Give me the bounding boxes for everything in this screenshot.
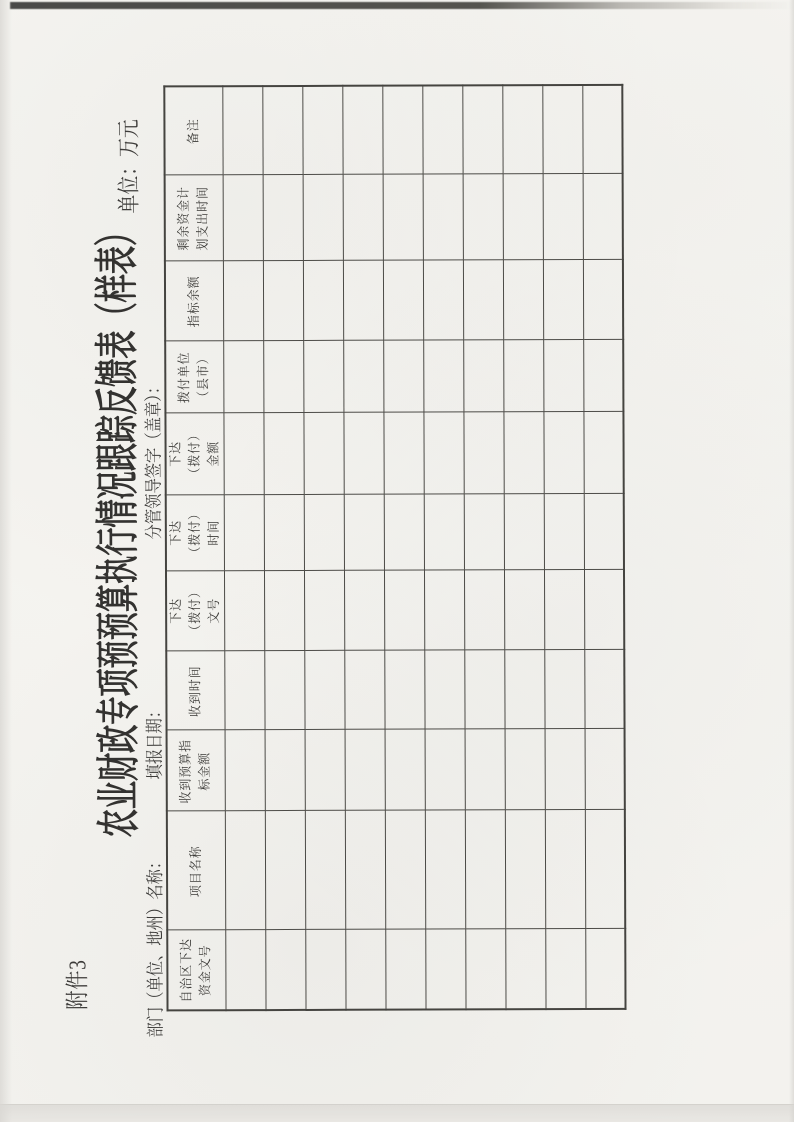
table-cell [383, 261, 423, 341]
table-row [302, 86, 345, 1010]
table-cell [265, 930, 305, 1010]
table-cell [263, 175, 303, 261]
table-cell [263, 413, 303, 495]
table-cell [344, 651, 384, 730]
table-row [462, 85, 505, 1009]
table-cell [384, 495, 424, 571]
table-cell [582, 85, 622, 174]
unit-label-text: 单位：万元 [116, 119, 142, 214]
table-row [382, 86, 425, 1010]
table-row [502, 85, 545, 1009]
scanner-edge-right [789, 0, 794, 1122]
table-cell [542, 85, 582, 174]
table-header-cell: 下达（拨付） 金额 [165, 413, 223, 495]
table-cell [384, 651, 424, 730]
page-title-text: 农业财政专项预预算执行情况跟踪反馈表（样表） [91, 217, 145, 838]
table-cell [304, 495, 344, 571]
table-cell [382, 86, 422, 175]
table-cell [504, 650, 544, 729]
table-cell [222, 86, 262, 175]
table-cell [505, 929, 545, 1009]
table-cell [385, 930, 425, 1010]
table-cell [424, 494, 464, 570]
table-cell [425, 810, 465, 929]
table-row [262, 86, 305, 1010]
table-cell [463, 260, 503, 340]
table-cell [225, 930, 265, 1010]
table-header-cell: 自治区下达 资金文号 [167, 930, 225, 1010]
table-cell [303, 175, 343, 261]
table-row [582, 85, 625, 1009]
table-cell [383, 175, 423, 261]
table-cell [345, 730, 385, 811]
table-cell [223, 175, 263, 261]
table-cell [503, 340, 543, 412]
table-cell [503, 260, 543, 340]
table-cell [465, 729, 505, 810]
table-cell [583, 174, 623, 260]
table-cell [342, 86, 382, 175]
table-cell [544, 494, 584, 570]
unit-label [110, 99, 143, 214]
table-cell [583, 340, 623, 412]
table-cell [545, 729, 585, 810]
table-cell [383, 341, 423, 413]
feedback-table [163, 84, 626, 1012]
table-cell [265, 811, 305, 930]
table-row [422, 85, 465, 1009]
table-cell [502, 85, 542, 174]
table-cell [423, 340, 463, 412]
table-header-cell: 下达（拨付） 时间 [166, 495, 224, 571]
table-header-row [164, 86, 225, 1010]
table-cell [585, 929, 625, 1009]
table-cell [423, 412, 463, 494]
table-cell [225, 730, 265, 811]
scanner-edge-left [0, 0, 12, 1122]
leader-signature-label-text: 分管领导签字（盖章）： [143, 378, 164, 540]
table-cell [303, 261, 343, 341]
table-cell [585, 810, 625, 929]
table-cell [464, 650, 504, 729]
table-cell [223, 413, 263, 495]
table-cell [225, 811, 265, 930]
table-cell [543, 174, 583, 260]
table-header-cell: 下达（拨付） 文号 [166, 571, 224, 651]
table-header-cell: 剩余资金计 划支出时间 [165, 175, 223, 261]
table-cell [304, 571, 344, 651]
page-title [80, 87, 147, 1011]
table-cell [224, 495, 264, 571]
table-cell [305, 930, 345, 1010]
table-cell [264, 651, 304, 730]
table-row [342, 86, 385, 1010]
table-cell [543, 260, 583, 340]
table-cell [425, 929, 465, 1009]
table-cell [263, 261, 303, 341]
table-cell [504, 570, 544, 650]
table-header-cell: 指标余额 [165, 261, 223, 341]
table-cell [224, 651, 264, 730]
table-cell [583, 260, 623, 340]
table-cell [464, 570, 504, 650]
table-header-cell: 备注 [164, 86, 222, 175]
table-cell [305, 730, 345, 811]
table-cell [584, 570, 624, 650]
table-cell [585, 729, 625, 810]
table-cell [504, 494, 544, 570]
table-cell [305, 811, 345, 930]
leader-signature-label [139, 350, 166, 539]
table-cell [543, 340, 583, 412]
table-header-cell: 收到预算指 标金额 [167, 730, 225, 811]
table-cell [503, 412, 543, 494]
table-cell [465, 810, 505, 929]
table-cell [543, 412, 583, 494]
table-cell [503, 174, 543, 260]
table-cell [263, 341, 303, 413]
scanner-edge-bottom [0, 1104, 794, 1122]
table-header-cell: 项目名称 [167, 811, 225, 930]
table-cell [425, 729, 465, 810]
table-cell [544, 570, 584, 650]
table-cell [463, 340, 503, 412]
table-cell [264, 571, 304, 651]
fill-date-label-text: 填报日期： [144, 702, 165, 780]
table-row [542, 85, 585, 1009]
table-cell [343, 413, 383, 495]
table-cell [302, 86, 342, 175]
table-cell [304, 651, 344, 730]
table-cell [343, 175, 383, 261]
table-cell [545, 810, 585, 929]
table-cell [264, 495, 304, 571]
fill-date-label [140, 689, 166, 779]
table-cell [424, 650, 464, 729]
table-cell [224, 571, 264, 651]
table-cell [505, 729, 545, 810]
table-cell [462, 85, 502, 174]
table-cell [463, 174, 503, 260]
table-cell [303, 341, 343, 413]
table-row [222, 86, 265, 1010]
table-cell [584, 494, 624, 570]
table-header-cell: 收到时间 [166, 651, 224, 730]
table-cell [345, 930, 385, 1010]
table-cell [583, 412, 623, 494]
table-header-cell: 拨付单位 （县市） [165, 341, 223, 413]
table-cell [262, 86, 302, 175]
table-cell [303, 413, 343, 495]
table-cell [384, 571, 424, 651]
table-cell [584, 650, 624, 729]
table-cell [265, 730, 305, 811]
table-cell [343, 341, 383, 413]
table-cell [344, 571, 384, 651]
table-cell [544, 650, 584, 729]
table-cell [505, 810, 545, 929]
table-cell [223, 261, 263, 341]
table-cell [344, 495, 384, 571]
table-cell [343, 261, 383, 341]
table-cell [545, 929, 585, 1009]
table-cell [345, 811, 385, 930]
table-cell [385, 730, 425, 811]
table-cell [223, 341, 263, 413]
attachment-label-text: 附件3 [65, 959, 92, 1010]
table-cell [423, 260, 463, 340]
table-cell [463, 412, 503, 494]
table-cell [423, 174, 463, 260]
table-cell [383, 413, 423, 495]
scanner-edge-top [10, 2, 794, 9]
table-cell [464, 494, 504, 570]
table-cell [422, 85, 462, 174]
department-name-label [141, 821, 168, 1037]
table-cell [424, 570, 464, 650]
department-name-label-text: 部门（单位、地州）名称： [144, 853, 166, 1038]
table-cell [385, 811, 425, 930]
table-cell [465, 929, 505, 1009]
